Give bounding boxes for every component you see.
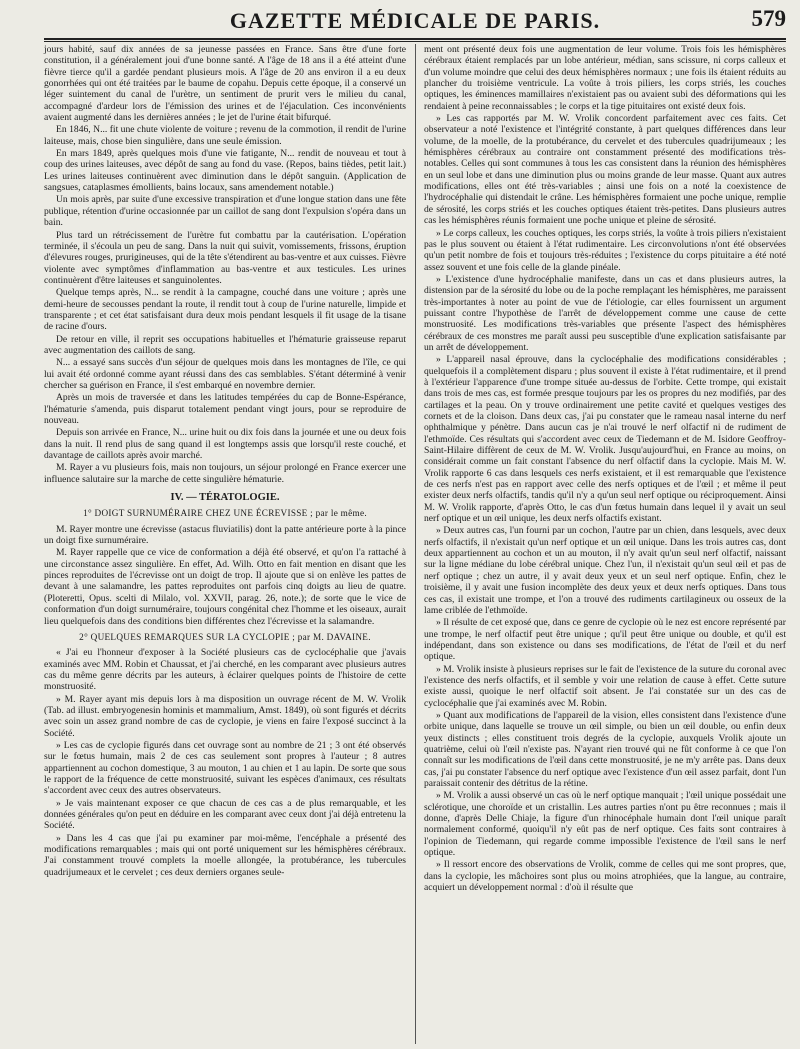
column-divider	[415, 44, 416, 1044]
journal-title: GAZETTE MÉDICALE DE PARIS.	[229, 8, 601, 33]
paragraph: « J'ai eu l'honneur d'exposer à la Société plusieurs cas de cyclocéphalie que j'avais examinés avec MM. Robin et Chaussat, et j'ai cherché, en les comparant avec plusieurs autres cas du même genre décrits par les auteurs, à éclairer quelques points de l'histoire de cette monstruosité.	[44, 647, 406, 693]
paragraph: M. Rayer montre une écrevisse (astacus fluviatilis) dont la patte antérieure porte à la pince un doigt fixe surnuméraire.	[44, 523, 406, 547]
left-column	[44, 44, 406, 878]
paragraph: ment ont présenté deux fois une augmentation de leur volume. Trois fois les hémisphères cérébraux étaient remplacés par un lobe antérieur, médian, sans scissure, ni corps calleux et d'un volume moindre que celui des deux hémisphères normaux ; une fois ils étaient réduits au plancher du troisième ventricule. La voûte à trois piliers, les corps striés, les couches optiques, les éminences mamillaires n'existaient pas ou avaient subi des déformations qui les rendaient à peine reconnaissables ; le corps et la tige pituitaires ont existé deux fois.	[424, 44, 786, 112]
paragraph: » Il résulte de cet exposé que, dans ce genre de cyclopie où le nez est encore représenté par une trompe, le nerf olfactif peut être unique ; qu'il peut être unique ou double, et qu'il est indépendant, dans son existence ou dans ses modifications, de l'état de l'œil et du nerf optique.	[424, 617, 786, 663]
paragraph: De retour en ville, il reprit ses occupations habituelles et l'hématurie graisseuse reparut avec augmentation des caillots de sang.	[44, 333, 406, 356]
paragraph: » Quant aux modifications de l'appareil de la vision, elles consistent dans l'existence d'une orbite unique, dans laquelle se trouve un œil simple, ou bien un œil double, ou enfin deux yeux distincts ; elles constituent trois degrés de la cyclopie, auxquels Vrolik ajoute un quatrième, celui où l'œil n'existe pas. N'ayant rien trouvé qui ne fût conforme à ce que l'on connaît sur les modifications de l'œil dans cette monstruosité, je ne m'y arrête pas. Dans deux cas, j'ai pu constater l'absence du nerf optique avec l'existence d'un œil assez parfait, dont l'un paraissait contenir des détritus de la rétine.	[424, 709, 786, 789]
paragraph: » Les cas de cyclopie figurés dans cet ouvrage sont au nombre de 21 ; 3 ont été observés sur le fœtus humain, mais 2 de ces cas seulement sont propres à l'auteur ; 8 autres appartiennent au cochon domestique, 3 au mouton, 1 au chien et 1 au lapin. De sorte que sous le rapport de la fréquence de cette monstruosité, suivant les espèces d'animaux, ces résultats s'accordent avec ceux des autres observateurs.	[44, 739, 406, 797]
subsection-heading: 2° QUELQUES REMARQUES SUR LA CYCLOPIE ; par M. DAVAINE.	[79, 631, 371, 642]
paragraph: » Je vais maintenant exposer ce que chacun de ces cas a de plus remarquable, et les données générales qu'on peut en déduire en les comparant avec ceux dont j'ai déjà entretenu la Société.	[44, 797, 406, 832]
paragraph: Un mois après, par suite d'une excessive transpiration et d'une longue station dans une fête publique, rétention d'urine occasionnée par un caillot de sang dont l'expulsion s'opéra dans un bain.	[44, 194, 406, 229]
paragraph: Depuis son arrivée en France, N... urine huit ou dix fois dans la journée et une ou deux fois dans la nuit. Il rend plus de sang quand il est longtemps assis que lorsqu'il reste couché, et davantage de caillots après avoir marché.	[44, 427, 406, 462]
paragraph: En mars 1849, après quelques mois d'une vie fatigante, N... rendit de nouveau et tout à coup des urines laiteuses, avec dépôt de sang au fond du vase. (Repos, bains tièdes, petit lait.) Les urines laiteuses continuèrent avec diminution dans le dépôt sanguin. (Application de sangsues, cataplasmes émollients, bains locaux, sans amendement notable.)	[44, 148, 406, 194]
paragraph: » Il ressort encore des observations de Vrolik, comme de celles qui me sont propres, que, dans la cyclopie, les mâchoires sont plus ou moins atrophiées, que la langue, au contraire, acquiert un développement normal : d'où il résulte que	[424, 859, 786, 894]
section-heading: IV. — TÉRATOLOGIE.	[170, 492, 280, 504]
paragraph: » L'appareil nasal éprouve, dans la cyclocéphalie des modifications considérables ; quelquefois il a complètement disparu ; plus souvent il existe à l'état rudimentaire, et il prend à l'extérieur l'apparence d'une trompe située au-dessus de l'orbite. Cette trompe, qui existait dans trois de mes cas, est formée presque toujours par les os propres du nez modifiés, par des cartilages et la peau. On y trouve ordinairement une petite cavité et quelques vestiges des cornets et de la cloison. Dans deux cas, j'ai pu constater que le rameau nasal interne du nerf ophthalmique y pénètre. Dans aucun cas je n'ai trouvé le nerf olfactif ni de rudiment de l'ethmoïde. Ces résultats qui s'accordent avec ceux de Tiedemann et de M. Isidore Geoffroy-Saint-Hilaire diffèrent de ceux de M. W. Vrolik. Jusqu'aujourd'hui, en France au moins, on considérait comme un fait constant l'absence du nerf olfactif dans la cyclopie. Mais M. W. Vrolik rapporte 6 cas dans lesquels ces nerfs existaient, et il est remarquable que l'existence de ces nerfs n'est pas en rapport avec celle des nerfs optiques et de l'œil ; et même il peut exister deux nerfs olfactifs, tandis qu'il n'y a qu'un seul nerf optique ou réciproquement. Ainsi M. W. Vrolik rapporte, d'après Otto, le cas d'un fœtus humain dans lequel il y avait un seul nerf optique et un œil unique, les deux nerfs olfactifs existant.	[424, 354, 786, 525]
paragraph: jours habité, sauf dix années de sa jeunesse passées en France. Sans être d'une forte constitution, il a généralement joui d'une bonne santé. A l'âge de 18 ans il a été atteint d'une fièvre tierce qu'il a gardée pendant plusieurs mois. A l'âge de 20 ans environ il a eu deux gonorrhées qui ont été traitées par le baume de copahu. Depuis cette époque, il a conservé un léger suintement du canal de l'urètre, un sentiment de prurit vers le milieu du canal, accompagné d'ardeur lors de l'émission des urines et de l'éjaculation. Ces inconvénients avaient augmenté dans les dernières années ; le jet de l'urine était bifurqué.	[44, 44, 406, 124]
paragraph: » Deux autres cas, l'un fourni par un cochon, l'autre par un chien, dans lesquels, avec deux nerfs olfactifs, il n'existait qu'un nerf optique et un œil unique. Dans les trois autres cas, dont deux appartiennent au cochon et un au mouton, il n'y avait qu'un seul nerf olfactif, naissant sur la ligne médiane du lobe cérébral unique. Chez l'un, il n'existait qu'un seul œil et pas de nerf optique ; chez un autre, il y avait deux yeux et un seul nerf optique. Enfin, chez le troisième, il y avait une fusion incomplète des deux yeux et deux nerfs optiques. Dans tous ces cas, il existait une trompe, et l'on a trouvé des rudiments cartilagineux ou osseux de la lame criblée de l'ethmoïde.	[424, 525, 786, 616]
paragraph: » M. Vrolik insiste à plusieurs reprises sur le fait de l'existence de la suture du coronal avec l'existence des nerfs olfactifs, et il semble y voir une relation de cause à effet. Cette suture existe aussi, quoique le nerf olfactif soit absent. Je l'ai constatée sur un des cas de cyclocéphalie que j'ai examinés avec M. Robin.	[424, 663, 786, 709]
right-column	[424, 44, 786, 893]
paragraph: » Le corps calleux, les couches optiques, les corps striés, la voûte à trois piliers n'existaient pas le plus souvent ou étaient à l'état rudimentaire. Les circonvolutions n'ont été observées qu'un petit nombre de fois et toujours très-réduites ; l'existence du corps pituitaire a été noté assez souvent et une fois celle de la glande pinéale.	[424, 227, 786, 273]
paragraph: » M. Rayer ayant mis depuis lors à ma disposition un ouvrage récent de M. W. Vrolik (Tab. ad illust. embryogenesin hominis et mammalium, Amst. 1849), où sont figurés et décrits avec soin un assez grand nombre de cas de cyclopie, je viens en faire l'exposé succinct à la Société.	[44, 693, 406, 739]
paragraph: » Dans les 4 cas que j'ai pu examiner par moi-même, l'encéphale a présenté des modifications remarquables ; mais qui ont porté uniquement sur les hémisphères cérébraux. J'ai constamment trouvé complets la moelle allongée, la protubérance, les tubercules quadrijumeaux et le cervelet ; ces deux derniers organes seule-	[44, 832, 406, 878]
paragraph: N... a essayé sans succès d'un séjour de quelques mois dans les montagnes de l'île, ce qui lui avait été ordonné comme ayant réussi dans des cas semblables. S'étant déterminé à venir chercher sa guérison en France, il s'est embarqué en novembre dernier.	[44, 357, 406, 391]
paragraph: M. Rayer rappelle que ce vice de conformation a déjà été observé, et qu'on l'a rattaché à une circonstance assez singulière. En effet, Ad. Wilh. Otto en fait mention en disant que les pinces reproduites de l'écrevisse ont un doigt de trop. Il ajoute que si on enlève les pattes de devant à une salamandre, les pattes reproduites ont parfois cinq doigts au lieu de quatre. (Ploteretti, Opus. scelti di Milalo, vol. XXVII, parag. 26, note.); de sorte que le vice de conformation d'un doigt surnuméraire, toujours congénital chez l'homme et les oiseaux, aurait lieu quelquefois dans des conditions bien différentes chez l'écrevisse et la salamandre.	[44, 547, 406, 627]
paragraph: Plus tard un rétrécissement de l'urètre fut combattu par la cautérisation. L'opération terminée, il s'écoula un peu de sang. Dans la nuit qui suivit, vomissements, frissons, éruption d'élevures rouges, prurigineuses, qui de la tête s'étendirent au bas-ventre et aux cuisses. Fièvre violente avec symptômes d'inflammation au bas-ventre et aux testicules. Les urines continuèrent d'être laiteuses et sanguinolentes.	[44, 229, 406, 286]
paragraph: » L'existence d'une hydrocéphalie manifeste, dans un cas et dans plusieurs autres, la distension par de la sérosité du lobe ou de la poche remplaçant les hémisphères, me paraissent très-importantes à noter au point de vue de l'étiologie, car elles fournissent un argument puissant contre l'hypothèse de l'arrêt de développement comme une cause de cette monstruosité. Les modifications très-variables que présente l'aspect des hémisphères cérébraux de ces monstres me paraît aussi peu susceptible d'une explication satisfaisante par un arrêt de développement.	[424, 273, 786, 353]
masthead	[44, 6, 786, 36]
paragraph: » M. Vrolik a aussi observé un cas où le nerf optique manquait ; l'œil unique possédait une sclérotique, une choroïde et un cristallin. Les autres parties n'ont pu être reconnues ; mais il donne, d'après Delle Chiaje, la figure d'un rhinocéphale humain dont l'œil unique paraît normalement conformé, quoiqu'il n'y eût pas de nerf optique. Ces faits sont contraires à l'opinion de Tiedemann, qui regarde comme impossible l'existence de l'œil sans le nerf optique.	[424, 790, 786, 859]
paragraph: M. Rayer a vu plusieurs fois, mais non toujours, un séjour prolongé en France exercer une influence salutaire sur la marche de cette singulière hématurie.	[44, 462, 406, 485]
paragraph: En 1846, N... fit une chute violente de voiture ; revenu de la commotion, il rendit de l'urine laiteuse, mais, chose bien singulière, dans une seule émission.	[44, 124, 406, 147]
header-rule	[44, 38, 786, 40]
paragraph: Après un mois de traversée et dans les latitudes tempérées du cap de Bonne-Espérance, l'hématurie s'amenda, puis disparut totalement pendant vingt jours, pour se reproduire de nouveau.	[44, 392, 406, 426]
paragraph: » Les cas rapportés par M. W. Vrolik concordent parfaitement avec ces faits. Cet observateur a noté l'existence et l'intégrité constante, à part quelques différences dans leur volume, de la moelle, de la protubérance, du cervelet et des tubercules quadrijumeaux ; les hémisphères cérébraux au contraire ont constamment présenté des modifications très-notables. Celles qui sont communes à tous les cas consistent dans la réunion des hémisphères en un seul lobe et dans une diminution plus ou moins grande de leur masse. Quant aux autres modifications, elles ont été très-variables ; ainsi une fois on a noté la coexistence de l'hydrocéphalie qui distendait le crâne. Les hémisphères formaient une poche unique, remplie de sérosité, les corps striés et les couches optiques étaient très-petites. Dans plusieurs autres cas les hémisphères réunis formaient une poche unique et pleine de sérosité.	[424, 113, 786, 227]
paragraph: Quelque temps après, N... se rendit à la campagne, couché dans une voiture ; après une demi-heure de secousses pendant la route, il rendit tout à coup de l'urine naturelle, limpide et transparente ; et cet état satisfaisant dura deux mois pendant lesquels il fit usage de la tisane de racine d'ours.	[44, 287, 406, 333]
page-number: 579	[751, 6, 786, 31]
subsection-heading: 1° DOIGT SURNUMÉRAIRE CHEZ UNE ÉCREVISSE ; par le même.	[83, 508, 367, 519]
header-rule-thin	[44, 41, 786, 42]
